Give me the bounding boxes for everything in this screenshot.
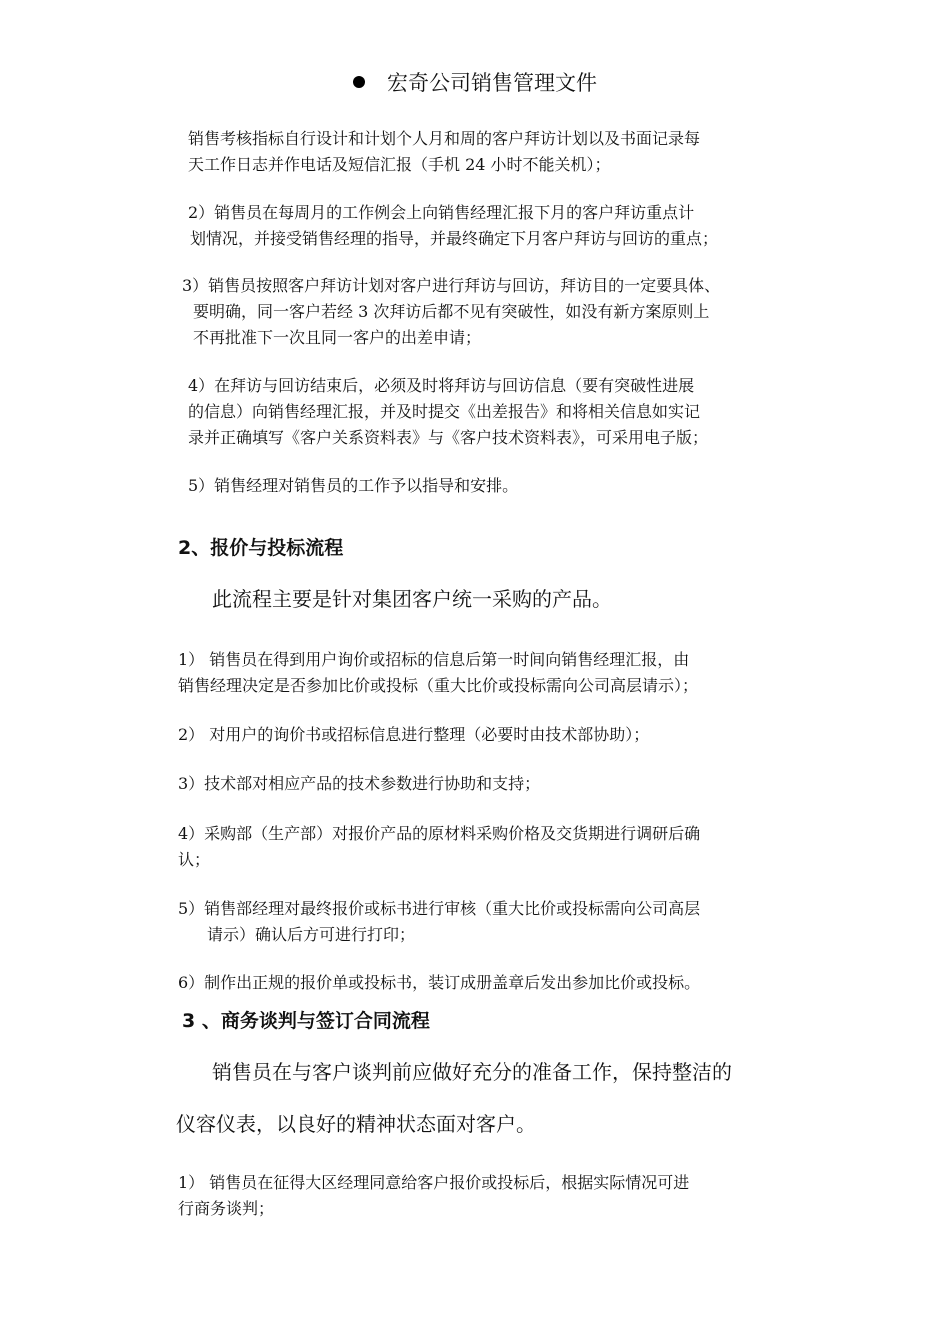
text-line: 认； [178, 850, 211, 869]
quote-item-1 [178, 647, 698, 699]
bullet-icon [353, 76, 365, 88]
text-line: 1） 销售员在征得大区经理同意给客户报价或投标后，根据实际情况可进 [178, 1173, 690, 1192]
sales-visit-item-2 [188, 200, 718, 252]
sales-visit-item-1 [188, 126, 700, 178]
text-line: 请示）确认后方可进行打印； [207, 925, 416, 944]
quote-item-2 [178, 722, 649, 748]
text-line: 6）制作出正规的报价单或投标书，装订成册盖章后发出参加比价或投标。 [178, 973, 701, 992]
text-line: 4）采购部（生产部）对报价产品的原材料采购价格及交货期进行调研后确 [178, 824, 701, 843]
text-line: 划情况，并接受销售经理的指导，并最终确定下月客户拜访与回访的重点； [190, 229, 719, 248]
text-line: 5）销售经理对销售员的工作予以指导和安排。 [188, 476, 519, 495]
section-3-heading: 3 、商务谈判与签订合同流程 [182, 1010, 430, 1032]
text-line: 4）在拜访与回访结束后，必须及时将拜访与回访信息（要有突破性进展 [188, 376, 695, 395]
document-title: 宏奇公司销售管理文件 [0, 66, 950, 100]
text-line: 天工作日志并作电话及短信汇报（手机 24 小时不能关机）； [188, 155, 611, 174]
text-line: 销售经理决定是否参加比价或投标（重大比价或投标需向公司高层请示）； [178, 676, 699, 695]
section-2-heading: 2、报价与投标流程 [178, 537, 344, 559]
text-line: 销售员在与客户谈判前应做好充分的准备工作，保持整洁的 [212, 1060, 732, 1084]
quote-item-4 [178, 821, 700, 873]
text-line: 的信息）向销售经理汇报，并及时提交《出差报告》和将相关信息如实记 [188, 402, 701, 421]
sales-visit-item-3 [182, 273, 720, 351]
sales-visit-item-5 [188, 473, 518, 499]
text-line: 3）销售员按照客户拜访计划对客户进行拜访与回访，拜访目的一定要具体、 [182, 276, 721, 295]
text-line: 不再批准下一次且同一客户的出差申请； [193, 328, 482, 347]
text-line: 2） 对用户的询价书或招标信息进行整理（必要时由技术部协助）； [178, 725, 650, 744]
text-line: 1） 销售员在得到用户询价或招标的信息后第一时间向销售经理汇报，由 [178, 650, 690, 669]
quote-item-3 [178, 771, 540, 797]
sales-visit-item-4 [188, 373, 708, 451]
text-line: 仪容仪表，以良好的精神状态面对客户。 [176, 1112, 536, 1136]
negotiation-item-1 [178, 1170, 689, 1222]
text-line: 2）销售员在每周月的工作例会上向销售经理汇报下月的客户拜访重点计 [188, 203, 695, 222]
section-2-intro: 此流程主要是针对集团客户统一采购的产品。 [212, 587, 612, 611]
text-line: 3）技术部对相应产品的技术参数进行协助和支持； [178, 774, 541, 793]
text-line: 要明确，同一客户若经 3 次拜访后都不见有突破性，如没有新方案原则上 [193, 302, 710, 321]
section-3-intro [176, 1046, 732, 1150]
quote-item-5 [178, 896, 700, 948]
text-line: 行商务谈判； [178, 1199, 275, 1218]
text-line: 5）销售部经理对最终报价或标书进行审核（重大比价或投标需向公司高层 [178, 899, 701, 918]
text-line: 录并正确填写《客户关系资料表》与《客户技术资料表》，可采用电子版； [188, 428, 709, 447]
quote-item-6 [178, 970, 700, 996]
text-line: 销售考核指标自行设计和计划个人月和周的客户拜访计划以及书面记录每 [188, 129, 701, 148]
